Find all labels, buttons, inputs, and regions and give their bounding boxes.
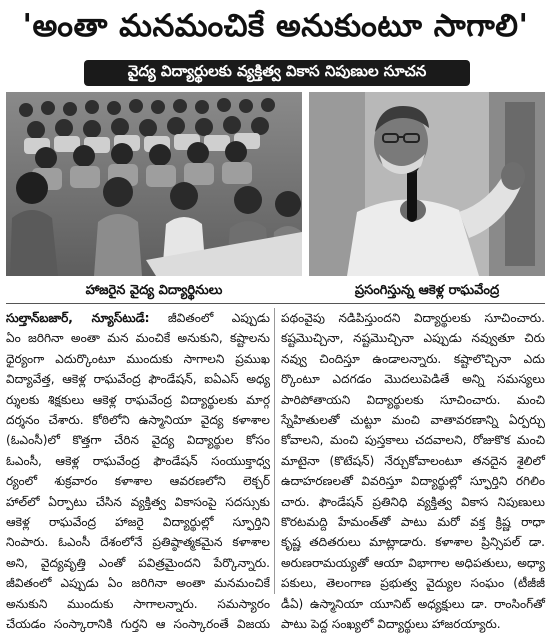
article-line: నవ్వు చిందిస్తూ ఉండాలన్నారు. కష్టాలొచ్చినా ఎదు <box>281 351 545 366</box>
headline: 'అంతా మనమంచికే అనుకుంటూ సాగాలి' <box>22 7 529 44</box>
article-line: సుల్తాన్‌బజార్, న్యూస్‌టుడే: జీవితంలో ఎప్పుడు <box>6 311 270 325</box>
article-line: అని, వైద్యవృత్తి ఎంతో పవిత్రమైందని పేర్కొన్నారు. <box>6 555 270 570</box>
article-line: పారిపోతాయని విద్యార్థులకు సూచించారు. మంచి <box>281 392 545 407</box>
article-line: దర్శనం చేశారు. కోఠిలోని ఉస్మానియా వైద్య కళాశాల <box>6 413 270 428</box>
article-line: స్నేహితులతో చుట్టూ మంచి వాతావరణాన్ని ఏర్పర్చు <box>281 413 545 428</box>
article-line: విద్యావేత్త, ఆకెళ్ల రాఘవేంద్ర ఫౌండేషన్, ఐఏఎస్ అధ్య <box>6 372 270 387</box>
article-line: ఉదాహరణలతో వివరిస్తూ విద్యార్థుల్లో స్ఫూర్తిని రగిలిం <box>281 474 545 489</box>
photo-students <box>6 92 302 276</box>
article-line: కష్టమొచ్చినా, నష్టమొచ్చినా ఎప్పుడు నవ్వుతూ చిరు <box>281 331 545 346</box>
article-line: కొరటమద్ది హేమంత్‌తో పాటు మరో వక్త క్రిష్ణ రాధా <box>281 515 545 530</box>
article-line: చేయడం సంస్కారానికి గుర్తని ఆ సంస్కారంతే విజయ <box>6 617 270 632</box>
article-line: డీఏ) ఉస్మానియా యూనిట్ అధ్యక్షులు డా. రాంసింగ్‌తో <box>281 596 545 611</box>
photo-speaker <box>309 92 545 276</box>
section-divider <box>6 303 545 304</box>
article-column-right <box>281 308 545 632</box>
article-line: పాటు పెద్ద సంఖ్యలో విద్యార్థులు హాజరయ్యారు. <box>281 617 501 632</box>
article-line: పకులు, తెలంగాణ ప్రభుత్వ వైద్యుల సంఘం (టీజీజీ <box>281 576 545 591</box>
subheadline-banner: వైద్య విద్యార్థులకు వ్యక్తిత్వ వికాస నిపుణుల సూచన <box>84 60 470 86</box>
article-line: ఆకెళ్ల రాఘవేంద్ర హాజరై విద్యార్థుల్లో స్ఫూర్తిని <box>6 515 270 530</box>
article-line: ధైర్యంగా ఎదుర్కొంటూ ముందుకు సాగాలని ప్రముఖ <box>6 351 270 366</box>
article-line: కోవాలని, మంచి పుస్తకాలు చదవాలని, రోజుకొక మంచి <box>281 433 545 448</box>
article-line: ర్యంలో శుక్రవారం కళాశాల ఆవరణలోని లెక్చర్ <box>6 474 270 489</box>
caption-students: హాజరైన వైద్య విద్యార్థినులు <box>85 283 223 298</box>
article-line: ఓఎంసీ, ఆకెళ్ల రాఘవేంద్ర ఫౌండేషన్ సంయుక్తాధ్వ <box>6 453 270 468</box>
article-line: ర్శులకు శిక్షకులు ఆకెళ్ల రాఘవేంద్ర విద్యార్థులకు మార్గ <box>6 392 270 407</box>
photo-speaker-illustration <box>309 92 545 276</box>
article-line: (ఓఎంసీ)లో కొత్తగా చేరిన వైద్య విద్యార్థుల కోసం <box>6 433 270 448</box>
dateline: సుల్తాన్‌బజార్, న్యూస్‌టుడే: <box>6 311 150 325</box>
article-line: జీవితంలో ఎప్పుడు ఏం జరిగినా అంతా మనమంచికే <box>6 576 270 591</box>
article-line: ర్కొంటూ ఎదగడం మొదలుపెడితే అన్ని సమస్యలు <box>281 372 545 387</box>
article-line: అరుణరామయ్యతో ఆయా విభాగాల అధిపతులు, అధ్యా <box>281 555 545 570</box>
article-line: చారు. ఫౌండేషన్ ప్రతినిధి వ్యక్తిత్వ వికాస నిపుణులు <box>281 494 545 509</box>
article-line: పథంవైపు నడిపిస్తుందని విద్యార్థులకు సూచించారు. <box>281 311 545 325</box>
article-line: కృష్ణ తదితరులు మాట్లాడారు. కళాశాల ప్రిన్సిపల్ డా. <box>281 535 545 550</box>
caption-speaker: ప్రసంగిస్తున్న ఆకెళ్ల రాఘవేంద్ర <box>354 283 500 298</box>
article-line: మాటైనా (కొటేషన్) నేర్చుకోవాలంటూ తనదైన శైలిలో <box>281 453 545 468</box>
column-divider <box>274 308 275 594</box>
photo-students-illustration <box>6 92 302 276</box>
article-line: హాల్‌లో ఏర్పాటు చేసిన వ్యక్తిత్వ వికాసంపై సదస్సుకు <box>6 494 270 509</box>
article-line: నింపారు. ఓఎంసీ దేశంలోనే ప్రతిష్ఠాత్మకమైన కళాశాల <box>6 535 270 550</box>
article-line: అనుకుని ముందుకు సాగాలన్నారు. సమస్యారం <box>6 596 270 611</box>
article-line: ఏం జరిగినా అంతా మన మంచికే అనుకుని, కష్టాలను <box>6 331 270 346</box>
article-column-left <box>6 308 270 632</box>
